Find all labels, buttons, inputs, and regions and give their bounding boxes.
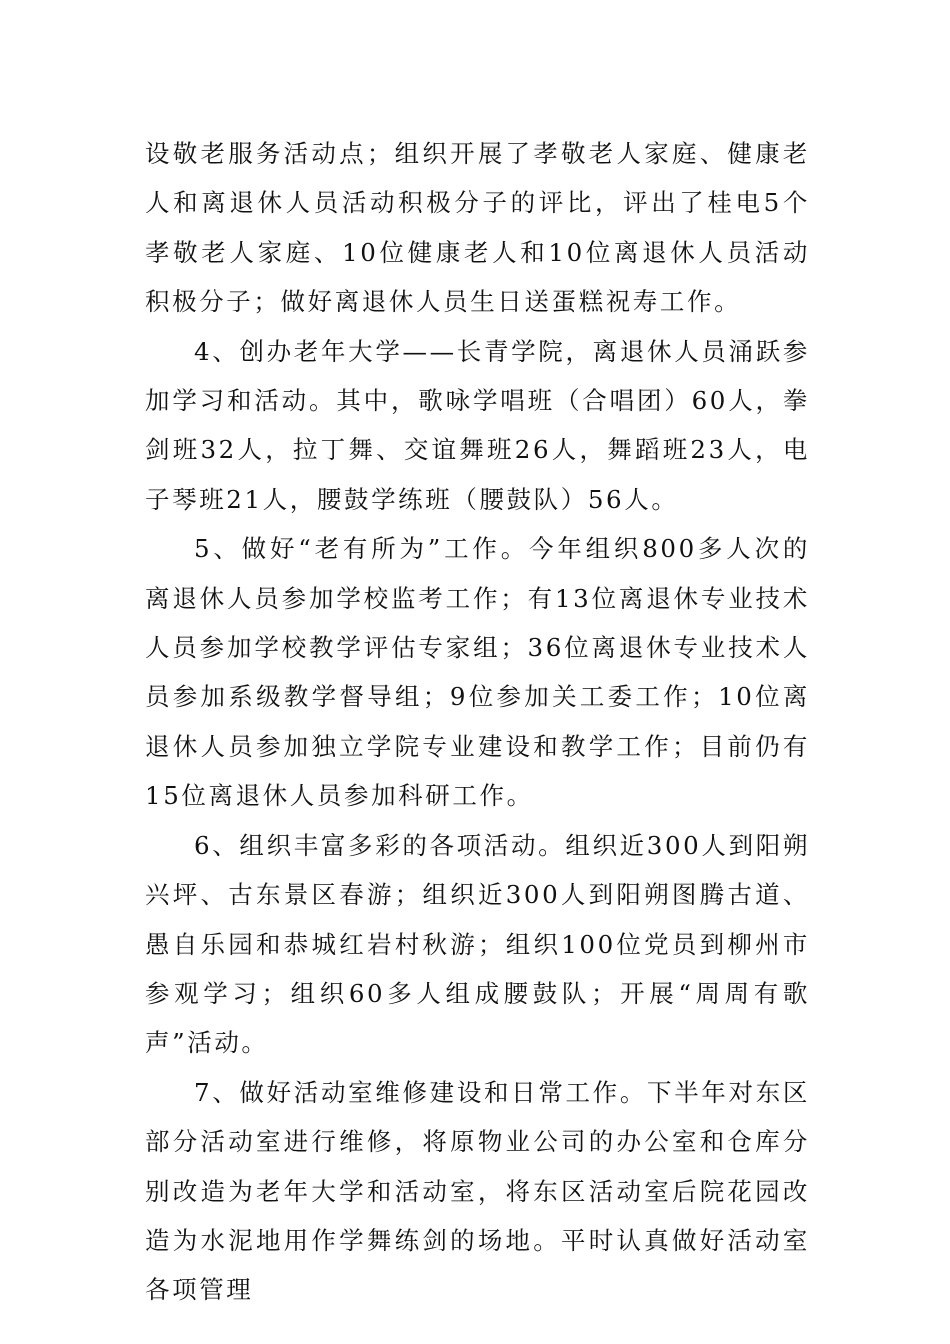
paragraph-3-continuation: 设敬老服务活动点；组织开展了孝敬老人家庭、健康老人和离退休人员活动积极分子的评比，评出了桂电5个孝敬老人家庭、10位健康老人和10位离退休人员活动积极分子；做好离退休人员生日送蛋糕祝寿工作。 (145, 139, 810, 317)
paragraph-5: 5、做好“老有所为”工作。今年组织800多人次的离退休人员参加学校监考工作；有13位离退休专业技术人员参加学校教学评估专家组；36位离退休专业技术人员参加系级教学督导组；9位参加关工委工作；10位离退休人员参加独立学院专业建设和教学工作；目前仍有15位离退休人员参加科研工作。 (145, 534, 810, 811)
paragraph-7: 7、做好活动室维修建设和日常工作。下半年对东区部分活动室进行维修，将原物业公司的办公室和仓库分别改造为老年大学和活动室，将东区活动室后院花园改造为水泥地用作学舞练剑的场地。平时认真做好活动室各项管理 (145, 1077, 810, 1305)
paragraph-4: 4、创办老年大学——长青学院，离退休人员涌跃参加学习和活动。其中，歌咏学唱班（合唱团）60人，拳剑班32人，拉丁舞、交谊舞班26人，舞蹈班23人，电子琴班21人，腰鼓学练班（腰鼓队）56人。 (145, 336, 810, 514)
paragraph-6: 6、组织丰富多彩的各项活动。组织近300人到阳朔兴坪、古东景区春游；组织近300人到阳朔图腾古道、愚自乐园和恭城红岩村秋游；组织100位党员到柳州市参观学习；组织60多人组成腰鼓队；开展“周周有歌声”活动。 (145, 830, 810, 1058)
body-text (145, 129, 810, 1315)
